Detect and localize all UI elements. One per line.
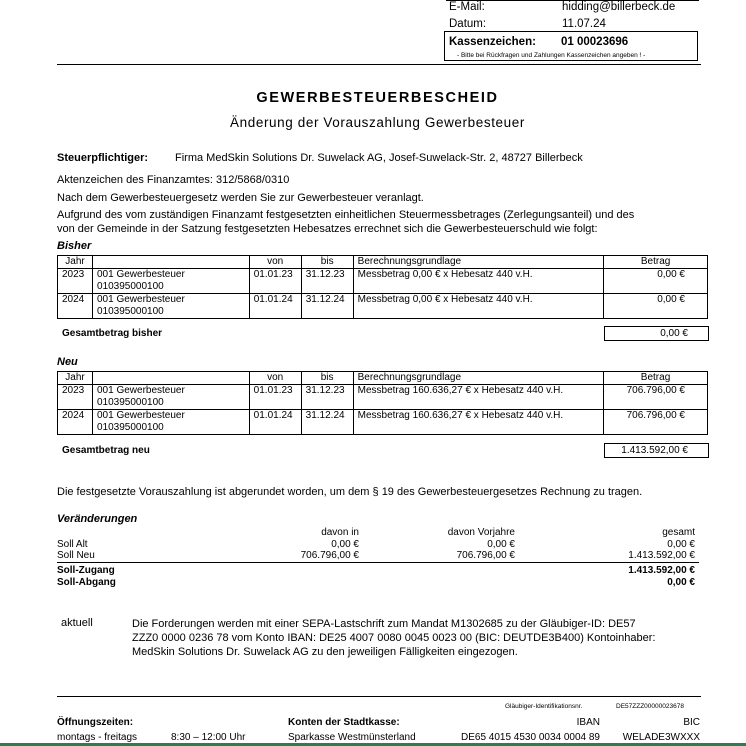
col-jahr: Jahr: [58, 372, 93, 385]
cell-von: 01.01.23: [249, 269, 301, 294]
changes-col-in: davon in: [321, 527, 359, 538]
cell-von: 01.01.24: [249, 410, 301, 435]
col-art: [92, 256, 249, 269]
soll-zugang-label: Soll-Zugang: [57, 565, 115, 576]
footer-rule: [57, 696, 701, 697]
soll-neu-total: 1.413.592,00 €: [628, 550, 695, 561]
cash-value: 01 00023696: [561, 36, 629, 48]
col-betrag: Betrag: [604, 256, 708, 269]
soll-abgang-label: Soll-Abgang: [57, 577, 116, 588]
email-label: E-Mail:: [449, 1, 485, 13]
tax-number: 010395000100: [96, 422, 164, 433]
tax-type: 001 Gewerbesteuer: [96, 294, 185, 305]
col-von: von: [249, 372, 301, 385]
table-header-row: [58, 372, 708, 385]
soll-neu-prev: 706.796,00 €: [456, 550, 515, 561]
hours-label: Öffnungszeiten:: [57, 717, 134, 728]
creditor-value: DE57ZZZ00000023678: [616, 703, 684, 710]
col-art: [92, 372, 249, 385]
tax-number: 010395000100: [96, 397, 164, 408]
cell-grund: Messbetrag 160.636,27 € x Hebesatz 440 v.H.: [353, 385, 603, 410]
cell-jahr: 2023: [58, 269, 93, 294]
cash-reference-box: [444, 31, 698, 61]
changes-col-prev: davon Vorjahre: [447, 527, 515, 538]
soll-zugang-total: 1.413.592,00 €: [628, 565, 695, 576]
bic-value: WELADE3WXXX: [622, 732, 700, 743]
cell-grund: Messbetrag 0,00 € x Hebesatz 440 v.H.: [353, 294, 604, 319]
col-grund: Berechnungsgrundlage: [353, 256, 604, 269]
changes-title: Veränderungen: [57, 513, 138, 525]
col-von: von: [249, 256, 301, 269]
section-neu-label: Neu: [57, 356, 78, 368]
soll-neu-in: 706.796,00 €: [300, 550, 359, 561]
table-row: [58, 385, 708, 410]
header-rule: [57, 64, 701, 65]
changes-col-total: gesamt: [662, 527, 695, 538]
cell-grund: Messbetrag 160.636,27 € x Hebesatz 440 v.H.: [353, 410, 603, 435]
col-grund: Berechnungsgrundlage: [353, 372, 603, 385]
section-bisher-label: Bisher: [57, 240, 92, 252]
cell-betrag: 0,00 €: [604, 294, 708, 319]
table-row: [58, 410, 708, 435]
tax-number: 010395000100: [96, 306, 164, 317]
document-title: GEWERBESTEUERBESCHEID: [256, 90, 499, 106]
document-subtitle: Änderung der Vorauszahlung Gewerbesteuer: [230, 115, 525, 130]
cell-jahr: 2024: [58, 410, 93, 435]
bic-label: BIC: [683, 717, 700, 728]
payment-line1: Die Forderungen werden mit einer SEPA-Lastschrift zum Mandat M1302685 zu der Gläubiger-ID: DE57: [132, 618, 636, 630]
cell-betrag: 0,00 €: [604, 269, 708, 294]
cell-art: [92, 410, 249, 435]
date-value: 11.07.24: [562, 18, 606, 30]
creditor-label: Gläubiger-Identifikationsnr.: [505, 703, 583, 710]
col-jahr: Jahr: [58, 256, 93, 269]
soll-neu-label: Soll Neu: [57, 550, 95, 561]
table-header-row: [58, 256, 708, 269]
file-number: Aktenzeichen des Finanzamtes: 312/5868/0310: [57, 174, 290, 186]
cell-jahr: 2024: [58, 294, 93, 319]
tax-type: 001 Gewerbesteuer: [96, 269, 185, 280]
table-row: [58, 269, 708, 294]
soll-alt-total: 0,00 €: [667, 539, 695, 550]
payment-line3: MedSkin Solutions Dr. Suwelack AG zu den jeweiligen Fälligkeiten eingezogen.: [132, 646, 518, 658]
cell-jahr: 2023: [58, 385, 93, 410]
cell-art: [92, 269, 249, 294]
cell-von: 01.01.23: [249, 385, 301, 410]
payment-line2: ZZZ0 0000 0236 78 vom Konto IBAN: DE25 4007 0080 0045 0023 00 (BIC: DEUTDE3B400) Kontoinhaber:: [132, 632, 656, 644]
tax-type: 001 Gewerbesteuer: [96, 410, 185, 421]
cell-bis: 31.12.24: [301, 294, 353, 319]
soll-alt-label: Soll Alt: [57, 539, 88, 550]
cell-art: [92, 385, 249, 410]
table-row: [58, 294, 708, 319]
col-bis: bis: [301, 372, 353, 385]
cell-art: [92, 294, 249, 319]
soll-alt-in: 0,00 €: [331, 539, 359, 550]
cell-betrag: 706.796,00 €: [604, 385, 708, 410]
total-bisher-value: 0,00 €: [604, 326, 709, 341]
cell-bis: 31.12.24: [301, 410, 353, 435]
bank-name: Sparkasse Westmünsterland: [288, 732, 416, 743]
payment-label: aktuell: [61, 617, 93, 629]
taxpayer-value: Firma MedSkin Solutions Dr. Suwelack AG, Josef-Suwelack-Str. 2, 48727 Billerbeck: [175, 152, 583, 164]
email-value: hidding@billerbeck.de: [562, 1, 676, 13]
date-label: Datum:: [449, 18, 487, 30]
soll-alt-prev: 0,00 €: [487, 539, 515, 550]
iban-label: IBAN: [576, 717, 600, 728]
cell-bis: 31.12.23: [301, 385, 353, 410]
hours-time: 8:30 – 12:00 Uhr: [171, 732, 246, 743]
iban-value: DE65 4015 4530 0034 0004 89: [460, 732, 600, 743]
accounts-label: Konten der Stadtkasse:: [288, 717, 400, 728]
total-bisher-label: Gesamtbetrag bisher: [62, 328, 163, 339]
taxpayer-label: Steuerpflichtiger:: [57, 152, 149, 164]
intro-text-line2: von der Gemeinde in der Satzung festgesetzten Hebesatzes errechnet sich die Gewerbesteuerschuld wie folgt:: [57, 223, 598, 235]
col-betrag: Betrag: [604, 372, 708, 385]
changes-rule: [57, 562, 699, 563]
total-neu-label: Gesamtbetrag neu: [62, 445, 150, 456]
cash-note: - Bitte bei Rückfragen und Zahlungen Kassenzeichen angeben ! -: [457, 52, 646, 59]
intro-text: Nach dem Gewerbesteuergesetz werden Sie zur Gewerbesteuer veranlagt.: [57, 192, 424, 204]
soll-abgang-total: 0,00 €: [667, 577, 695, 588]
rounding-note: Die festgesetzte Vorauszahlung ist abgerundet worden, um dem § 19 des Gewerbesteuergesetzes Rechnung zu tragen.: [57, 486, 643, 498]
cell-von: 01.01.24: [249, 294, 301, 319]
col-bis: bis: [301, 256, 353, 269]
cash-label: Kassenzeichen:: [449, 36, 536, 48]
neu-table: [57, 371, 708, 435]
tax-type: 001 Gewerbesteuer: [96, 385, 185, 396]
tax-number: 010395000100: [96, 281, 164, 292]
intro-text-line1: Aufgrund des vom zuständigen Finanzamt festgesetzten einheitlichen Steuermessbetrages (Zerlegungsanteil) und des: [57, 209, 635, 221]
cell-bis: 31.12.23: [301, 269, 353, 294]
hours-days: montags - freitags: [57, 732, 138, 743]
total-neu-value: 1.413.592,00 €: [604, 443, 709, 458]
cell-grund: Messbetrag 0,00 € x Hebesatz 440 v.H.: [353, 269, 604, 294]
cell-betrag: 706.796,00 €: [604, 410, 708, 435]
bisher-table: [57, 255, 708, 319]
